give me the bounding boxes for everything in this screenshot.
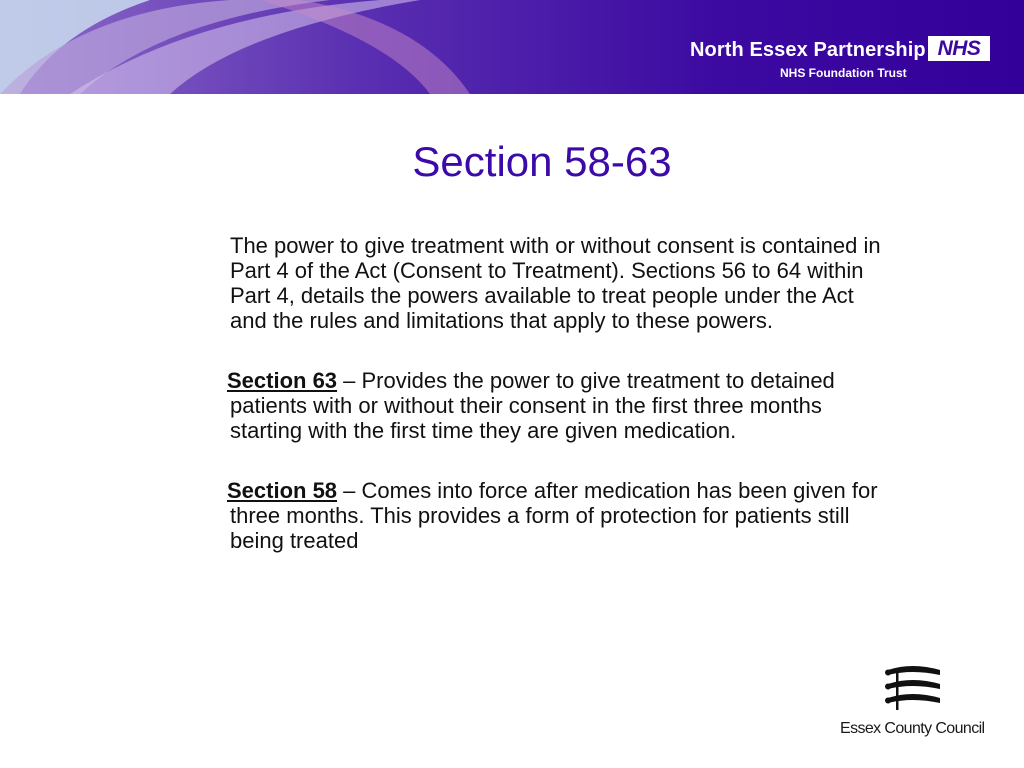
section-58-paragraph bbox=[227, 478, 890, 553]
slide-title: Section 58-63 bbox=[412, 138, 672, 185]
org-subtitle: NHS Foundation Trust bbox=[780, 66, 907, 80]
section-58-text: – Comes into force after medication has been given for three months. This provides a form of protection for patients still being treated bbox=[230, 478, 878, 553]
seaxes-emblem-icon bbox=[882, 664, 946, 716]
banner-swoosh bbox=[0, 0, 520, 94]
org-name: North Essex Partnership bbox=[690, 39, 926, 61]
section-63-text: – Provides the power to give treatment to detained patients with or without their consent in the first three months starting with the first time they are given medication. bbox=[230, 368, 835, 443]
slide-body bbox=[227, 233, 890, 588]
section-63-label: Section 63 bbox=[227, 368, 338, 393]
section-58-label: Section 58 bbox=[227, 478, 338, 503]
essex-county-council-logo bbox=[838, 664, 994, 744]
nhs-logo: NHS bbox=[928, 36, 990, 61]
section-63-paragraph bbox=[227, 368, 890, 443]
intro-paragraph: The power to give treatment with or without consent is contained in Part 4 of the Act (Consent to Treatment). Sections 56 to 64 within Part 4, details the powers available to treat people under the Act and the rules and limitations that apply to these powers. bbox=[230, 233, 881, 333]
header-banner bbox=[0, 0, 1024, 94]
council-name: Essex County Council bbox=[840, 720, 985, 737]
